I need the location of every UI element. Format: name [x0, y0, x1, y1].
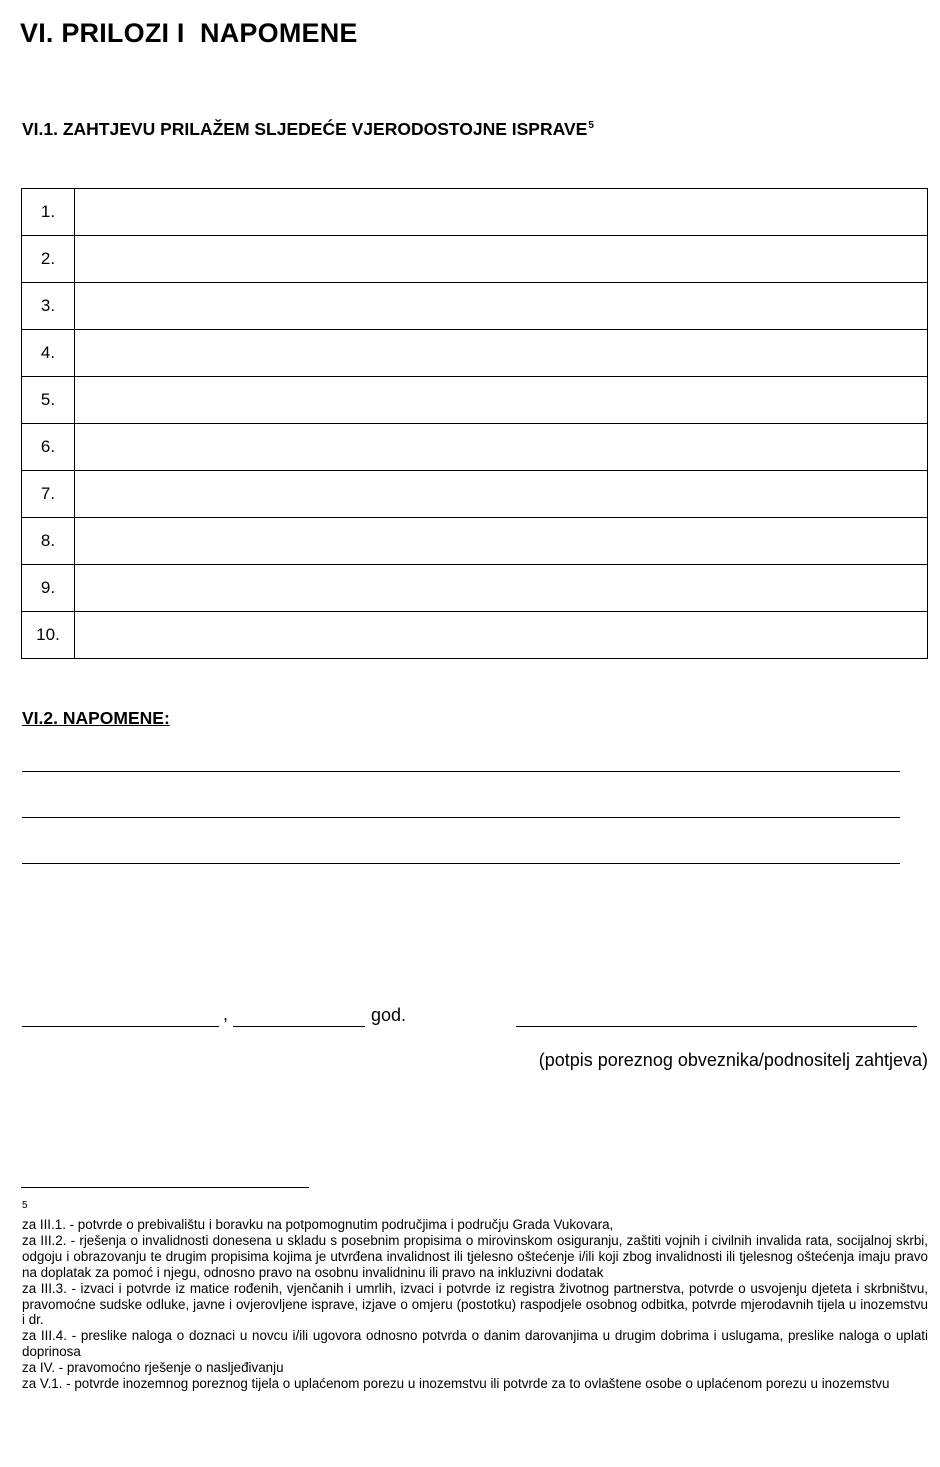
place-field-line[interactable]	[22, 1026, 219, 1027]
documents-table-body	[22, 189, 928, 659]
comma-separator: ,	[223, 1004, 229, 1024]
document-entry-field[interactable]	[75, 377, 928, 424]
table-row	[22, 236, 928, 283]
section-title-text: VI.1. ZAHTJEVU PRILAŽEM SLJEDEĆE VJERODOSTOJNE ISPRAVE	[22, 119, 588, 139]
row-number: 10.	[22, 612, 75, 659]
table-row	[22, 471, 928, 518]
footnote-line: za IV. - pravomoćno rješenje o nasljeđivanju	[22, 1360, 284, 1376]
footnote-line: za V.1. - potvrde inozemnog poreznog tijela o uplaćenom porezu u inozemstvu ili potvrde za to ovlaštene osobe o uplaćenom porezu u inozemstvu	[22, 1376, 890, 1392]
table-row	[22, 330, 928, 377]
document-entry-field[interactable]	[75, 518, 928, 565]
footnote-mark: 5	[22, 1200, 28, 1211]
footnote-reference: 5	[588, 120, 594, 131]
row-number: 3.	[22, 283, 75, 330]
row-number: 5.	[22, 377, 75, 424]
note-line-3[interactable]	[22, 863, 900, 864]
document-entry-field[interactable]	[75, 283, 928, 330]
signature-caption: (potpis poreznog obveznika/podnositelj zahtjeva)	[538, 1050, 928, 1070]
footnote-separator	[21, 1187, 309, 1188]
note-line-2[interactable]	[22, 817, 900, 818]
row-number: 6.	[22, 424, 75, 471]
year-label: god.	[371, 1005, 407, 1025]
signature-field-line[interactable]	[516, 1026, 917, 1027]
table-row	[22, 424, 928, 471]
page-title: VI. PRILOZI I NAPOMENE	[20, 18, 358, 48]
date-field-line[interactable]	[233, 1026, 365, 1027]
table-row	[22, 189, 928, 236]
document-entry-field[interactable]	[75, 612, 928, 659]
row-number: 9.	[22, 565, 75, 612]
row-number: 1.	[22, 189, 75, 236]
note-line-1[interactable]	[22, 771, 900, 772]
documents-table	[21, 188, 928, 659]
table-row	[22, 377, 928, 424]
row-number: 7.	[22, 471, 75, 518]
section-title-attachments	[22, 119, 594, 140]
row-number: 8.	[22, 518, 75, 565]
row-number: 4.	[22, 330, 75, 377]
document-entry-field[interactable]	[75, 565, 928, 612]
section-title-notes: VI.2. NAPOMENE:	[22, 708, 170, 728]
footnote-line: za III.3. - izvaci i potvrde iz matice rođenih, vjenčanih i umrlih, izvaci i potvrde iz registra životnog partnerstva, potvrde o usvojenju djeteta i skrbništvu, pravomoćne sudske odluke, javne i ovjerovljene isprave, izjave o omjeru (postotku) raspodjele osobnog odbitka, potvrde mjerodavnih tijela u inozemstvu i dr.	[22, 1280, 928, 1328]
table-row	[22, 283, 928, 330]
document-entry-field[interactable]	[75, 424, 928, 471]
document-entry-field[interactable]	[75, 471, 928, 518]
footnote-body	[22, 1217, 928, 1392]
document-entry-field[interactable]	[75, 236, 928, 283]
document-entry-field[interactable]	[75, 189, 928, 236]
row-number: 2.	[22, 236, 75, 283]
document-entry-field[interactable]	[75, 330, 928, 377]
footnote-line: za III.2. - rješenja o invalidnosti donesena u skladu s posebnim propisima o mirovinskom osiguranju, zaštiti vojnih i civilnih invalida rata, socijalnoj skrbi, odgoju i obrazovanju te drugim propisima kojima je utvrđena invalidnost ili tjelesno oštećenje i/ili koji zbog invalidnosti ili tjelesnog oštećenja imaju pravo na doplatak za pomoć i njegu, odnosno pravo na osobnu invalidninu ili pravo na inkluzivni dodatak	[22, 1232, 928, 1280]
footnote-line: za III.4. - preslike naloga o doznaci u novcu i/ili ugovora odnosno potvrda o danim darovanjima u drugim dobrima i uslugama, preslike naloga o uplati doprinosa	[22, 1328, 928, 1360]
table-row	[22, 518, 928, 565]
table-row	[22, 565, 928, 612]
table-row	[22, 612, 928, 659]
footnote-line: za III.1. - potvrde o prebivalištu i boravku na potpomognutim područjima i području Grada Vukovara,	[22, 1217, 614, 1232]
